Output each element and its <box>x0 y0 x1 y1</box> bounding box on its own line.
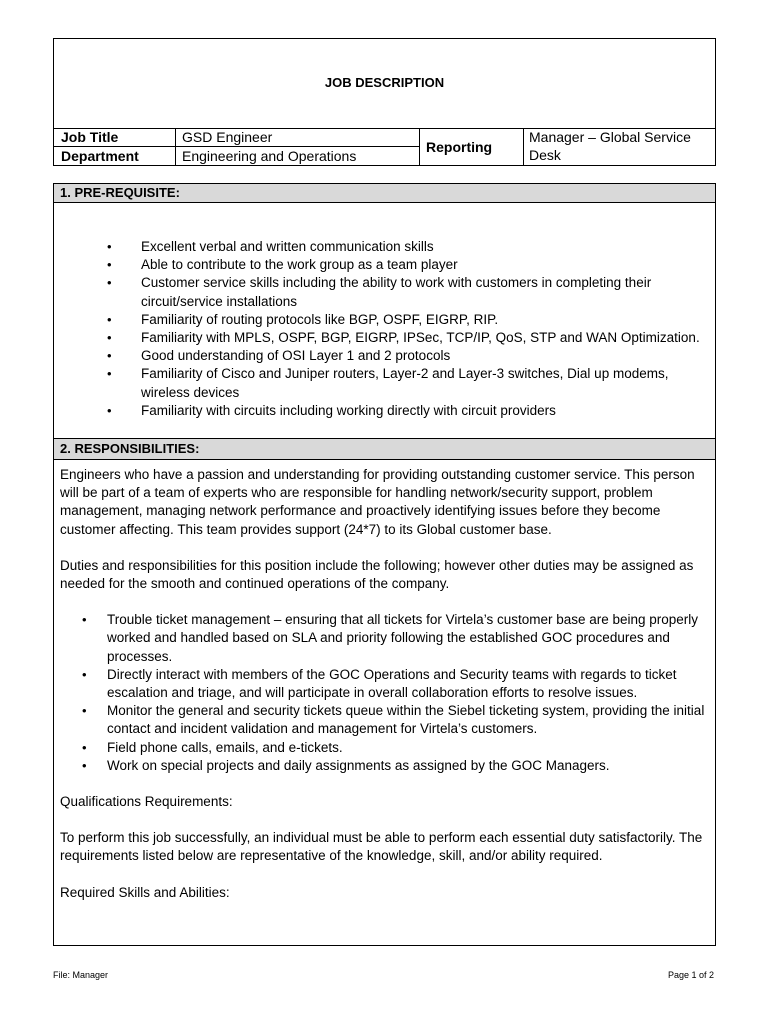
list-item: • Able to contribute to the work group as a team player <box>141 256 711 274</box>
bullet-icon: • <box>107 366 112 382</box>
bullet-icon: • <box>107 311 112 327</box>
list-item: • Customer service skills including the ability to work with customers in completing their circuit/service installations <box>107 275 652 309</box>
divider <box>420 128 520 129</box>
bullet-icon: • <box>107 239 112 254</box>
divider <box>175 128 176 165</box>
list-item: • Monitor the general and security tickets queue within the Siebel ticketing system, providing the initial contact and incident validation and management for Virtela’s customers. <box>82 703 705 737</box>
bullet-icon: • <box>82 612 87 628</box>
bullet-icon: • <box>107 275 112 291</box>
list-item: • Familiarity with circuits including working directly with circuit providers <box>141 402 711 420</box>
bullet-icon: • <box>107 348 112 364</box>
document-title: JOB DESCRIPTION <box>324 75 445 90</box>
reporting-value: Manager – Global Service Desk <box>529 129 691 163</box>
job-title-value: GSD Engineer <box>182 129 273 145</box>
footer-page-number: Page 1 of 2 <box>667 970 714 980</box>
divider <box>523 128 524 165</box>
list-item: • Excellent verbal and written communication skills <box>141 238 711 256</box>
reporting-label: Reporting <box>426 139 493 155</box>
responsibilities-intro: Engineers who have a passion and understanding for providing outstanding customer service. This person will be part of a team of experts who are responsible for handling network/security support, problem management, managing network performance and proactively identifying issues before they become customer affecting. This team provides support (24*7) to its Global customer base. <box>60 467 695 537</box>
list-item: • Work on special projects and daily assignments as assigned by the GOC Managers. <box>107 757 712 775</box>
duties-intro: Duties and responsibilities for this position include the following; however other duties may be assigned as needed for the smooth and continued operations of the company. <box>60 557 694 592</box>
list-item: • Familiarity with MPLS, OSPF, BGP, EIGRP, IPSec, TCP/IP, QoS, STP and WAN Optimization. <box>141 329 711 347</box>
department-label: Department <box>61 148 139 164</box>
prerequisite-heading: 1. PRE-REQUISITE: <box>54 184 715 203</box>
header-box <box>53 38 716 166</box>
bullet-icon: • <box>82 666 87 682</box>
prerequisite-section <box>53 183 716 439</box>
bullet-icon: • <box>82 703 87 719</box>
bullet-icon: • <box>82 757 87 773</box>
job-title-label: Job Title <box>61 129 119 145</box>
divider <box>419 128 420 165</box>
list-item: • Trouble ticket management – ensuring that all tickets for Virtela’s customer base are being properly worked and handled based on SLA and priority following the established GOC procedures and processes. <box>82 612 699 664</box>
list-item: • Field phone calls, emails, and e-tickets. <box>107 739 712 757</box>
footer-file: File: Manager <box>53 970 109 980</box>
list-item: • Directly interact with members of the GOC Operations and Security teams with regards to ticket escalation and triage, and will participate in overall collaboration efforts to resolve issues. <box>82 666 677 701</box>
list-item: • Familiarity of routing protocols like BGP, OSPF, EIGRP, RIP. <box>141 311 711 329</box>
responsibilities-list <box>60 611 712 775</box>
bullet-icon: • <box>82 739 87 755</box>
skills-heading: Required Skills and Abilities: <box>60 884 230 900</box>
bullet-icon: • <box>107 257 112 273</box>
bullet-icon: • <box>107 402 112 418</box>
qualifications-text: To perform this job successfully, an individual must be able to perform each essential duty satisfactorily. The requirements listed below are representative of the knowledge, skill, and/or ability required. <box>60 830 703 864</box>
list-item: • Familiarity of Cisco and Juniper routers, Layer-2 and Layer-3 switches, Dial up modems, wireless devices <box>107 366 669 400</box>
qualifications-heading: Qualifications Requirements: <box>60 794 233 810</box>
list-item: • Good understanding of OSI Layer 1 and 2 protocols <box>141 347 711 365</box>
bullet-icon: • <box>107 330 112 346</box>
prerequisite-list <box>107 238 711 420</box>
responsibilities-section <box>53 438 716 946</box>
department-value: Engineering and Operations <box>182 148 357 164</box>
responsibilities-heading: 2. RESPONSIBILITIES: <box>54 439 715 460</box>
